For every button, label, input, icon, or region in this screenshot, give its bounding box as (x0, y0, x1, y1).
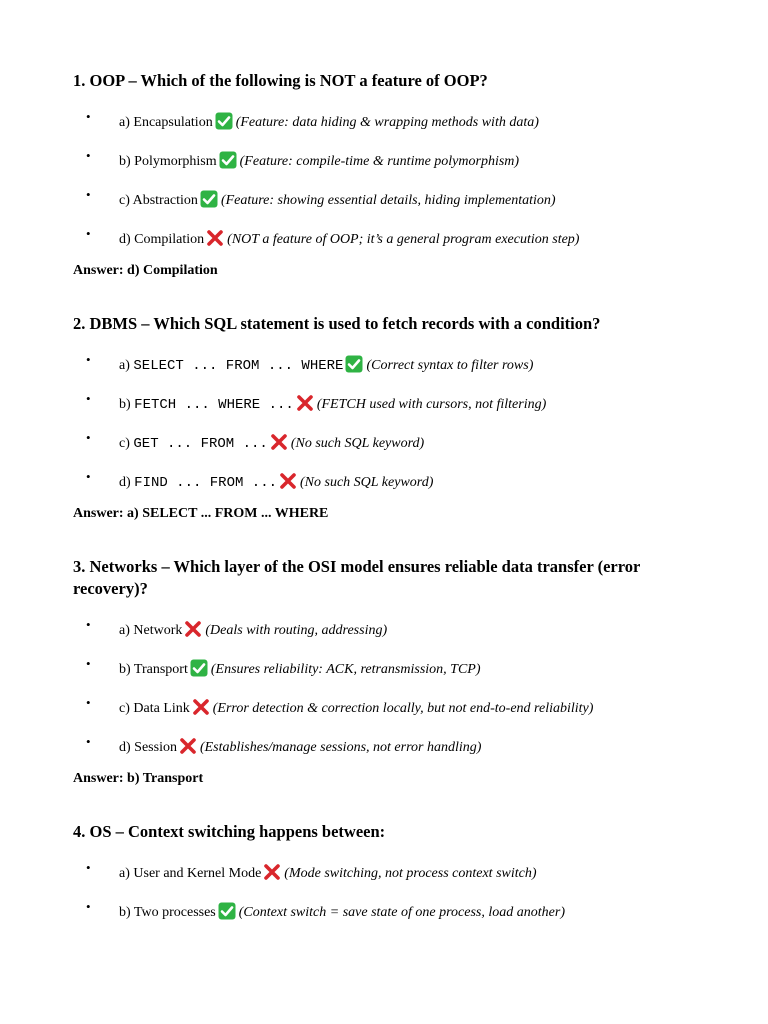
question-2 (73, 313, 713, 523)
option-letter: b) (119, 154, 135, 169)
option-content (119, 698, 593, 718)
bullet-icon: • (86, 352, 91, 367)
option-item (73, 656, 713, 698)
bullet-icon: • (86, 656, 91, 671)
option-text: Compilation (134, 232, 205, 247)
option-letter: a) (119, 358, 134, 373)
bullet-icon: • (86, 109, 91, 124)
option-letter: d) (119, 740, 135, 755)
option-content (119, 620, 387, 640)
option-text: SELECT ... FROM ... WHERE (133, 358, 344, 374)
option-note: (No such SQL keyword) (300, 475, 434, 490)
question-title: 3. Networks – Which layer of the OSI model ensures reliable data transfer (error recovery)? (73, 557, 641, 598)
option-item (73, 734, 713, 776)
option-content (119, 229, 579, 249)
option-note: (Feature: compile-time & runtime polymorphism) (239, 154, 520, 169)
cross-icon (296, 394, 314, 412)
cross-icon (192, 698, 210, 716)
option-note: (Deals with routing, addressing) (205, 623, 388, 638)
option-item (73, 187, 713, 229)
option-note: (Feature: showing essential details, hiding implementation) (220, 193, 556, 208)
option-content (119, 112, 539, 132)
option-item (73, 430, 713, 472)
bullet-icon: • (86, 430, 91, 445)
answer-line: Answer: d) Compilation (73, 263, 218, 278)
option-list (73, 109, 713, 268)
option-letter: c) (119, 701, 134, 716)
cross-icon (179, 737, 197, 755)
option-list (73, 352, 713, 511)
option-item (73, 860, 713, 902)
check-icon (190, 659, 208, 677)
cross-icon (279, 472, 297, 490)
check-icon (200, 190, 218, 208)
option-text: User and Kernel Mode (133, 866, 262, 881)
bullet-icon: • (86, 899, 91, 914)
question-title: 2. DBMS – Which SQL statement is used to fetch records with a condition? (73, 314, 601, 333)
option-content (119, 659, 481, 679)
option-content (119, 355, 533, 375)
option-note: (Ensures reliability: ACK, retransmission, TCP) (210, 662, 481, 677)
option-text: Polymorphism (134, 154, 217, 169)
cross-icon (263, 863, 281, 881)
option-text: Abstraction (132, 193, 198, 208)
option-text: Session (134, 740, 177, 755)
bullet-icon: • (86, 469, 91, 484)
option-content (119, 394, 546, 414)
option-letter: d) (119, 475, 135, 490)
option-text: Encapsulation (133, 115, 213, 130)
answer-line: Answer: b) Transport (73, 771, 204, 786)
option-letter: c) (119, 436, 134, 451)
option-item (73, 109, 713, 151)
option-text: Transport (133, 662, 188, 677)
option-note: (Correct syntax to filter rows) (366, 358, 534, 373)
option-item (73, 469, 713, 511)
option-text: GET ... FROM ... (133, 436, 268, 452)
option-letter: b) (119, 397, 135, 412)
option-note: (Establishes/manage sessions, not error handling) (199, 740, 482, 755)
bullet-icon: • (86, 695, 91, 710)
option-note: (Feature: data hiding & wrapping methods with data) (235, 115, 539, 130)
check-icon (219, 151, 237, 169)
option-note: (Context switch = save state of one process, load another) (238, 905, 565, 920)
question-title: 1. OOP – Which of the following is NOT a feature of OOP? (73, 71, 488, 90)
option-letter: b) (119, 905, 134, 920)
bullet-icon: • (86, 734, 91, 749)
bullet-icon: • (86, 617, 91, 632)
question-4 (73, 821, 713, 941)
option-letter: a) (119, 623, 134, 638)
option-letter: c) (119, 193, 133, 208)
bullet-icon: • (86, 860, 91, 875)
option-note: (No such SQL keyword) (290, 436, 425, 451)
option-content (119, 863, 537, 883)
question-3 (73, 556, 713, 788)
option-note: (Mode switching, not process context switch) (284, 866, 537, 881)
option-content (119, 902, 565, 922)
option-text: FETCH ... WHERE ... (134, 397, 294, 413)
option-item (73, 899, 713, 941)
answer-line: Answer: a) SELECT ... FROM ... WHERE (73, 506, 329, 521)
option-content (119, 433, 424, 453)
option-text: Two processes (133, 905, 216, 920)
check-icon (345, 355, 363, 373)
option-note: (Error detection & correction locally, but not end-to-end reliability) (212, 701, 594, 716)
option-item (73, 695, 713, 737)
question-1 (73, 70, 713, 280)
option-letter: a) (119, 115, 134, 130)
cross-icon (206, 229, 224, 247)
check-icon (215, 112, 233, 130)
bullet-icon: • (86, 226, 91, 241)
option-text: Data Link (133, 701, 190, 716)
option-item (73, 352, 713, 394)
bullet-icon: • (86, 148, 91, 163)
option-content (119, 472, 433, 492)
option-note: (FETCH used with cursors, not filtering) (316, 397, 547, 412)
option-item (73, 148, 713, 190)
option-item (73, 391, 713, 433)
cross-icon (184, 620, 202, 638)
option-letter: b) (119, 662, 134, 677)
option-content (119, 190, 556, 210)
option-letter: a) (119, 866, 134, 881)
option-list (73, 617, 713, 776)
option-item (73, 226, 713, 268)
option-letter: d) (119, 232, 135, 247)
bullet-icon: • (86, 187, 91, 202)
option-note: (NOT a feature of OOP; it’s a general program execution step) (227, 232, 580, 247)
option-content (119, 737, 481, 757)
question-title: 4. OS – Context switching happens between: (73, 822, 386, 841)
bullet-icon: • (86, 391, 91, 406)
option-list (73, 860, 713, 941)
option-text: Network (133, 623, 183, 638)
option-text: FIND ... FROM ... (134, 475, 277, 491)
check-icon (218, 902, 236, 920)
cross-icon (270, 433, 288, 451)
option-item (73, 617, 713, 659)
option-content (119, 151, 519, 171)
